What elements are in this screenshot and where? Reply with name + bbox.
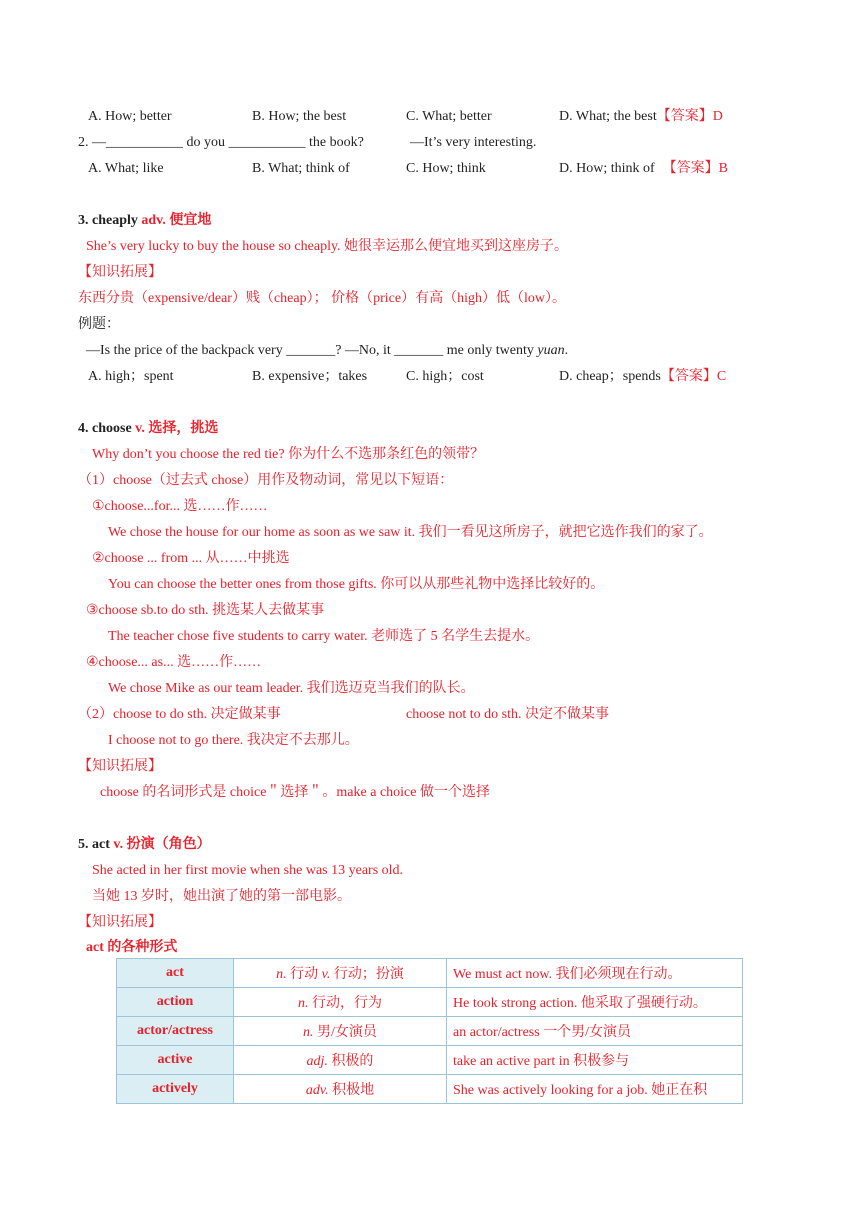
s5-example-cn: 当她 13 岁时，她出演了她的第一部电影。: [92, 889, 351, 904]
table-row: [117, 1017, 743, 1046]
s4-phrase-3-example: The teacher chose five students to carry water. 老师选了 5 名学生去提水。: [108, 629, 540, 644]
s4-heading: 4. choose v. 选择，挑选: [78, 421, 219, 436]
table-row: [117, 959, 743, 988]
example-cell: She was actively looking for a job. 她正在积: [447, 1075, 743, 1104]
s4-phrase-2-example: You can choose the better ones from those gifts. 你可以从那些礼物中选择比较好的。: [108, 577, 605, 592]
q1-option-a: A. How; better: [88, 109, 172, 124]
s4-phrase-3: ③choose sb.to do sth. 挑选某人去做某事: [86, 603, 325, 618]
s5-heading: 5. act v. 扮演（角色）: [78, 837, 211, 852]
s4-ext-label: 【知识拓展】: [78, 759, 162, 774]
s4-phrase-2: ②choose ... from ... 从……中挑选: [92, 551, 290, 566]
q1-option-b: B. How; the best: [252, 109, 347, 124]
pos-cell: adv. 积极地: [234, 1075, 447, 1104]
s3-option-a: A. high；spent: [88, 369, 174, 384]
table-row: [117, 1046, 743, 1075]
s4-ext-text: choose 的名词形式是 choice＂选择＂。make a choice 做一个选择: [100, 785, 490, 800]
q2-stem: 2. —___________ do you ___________ the book?: [78, 135, 364, 150]
pos-cell: n. 行动 v. 行动；扮演: [234, 959, 447, 988]
q1-answer: 【答案】D: [656, 109, 723, 124]
s3-heading: 3. cheaply adv. 便宜地: [78, 213, 212, 228]
q1-option-d: D. What; the best【答案】D: [559, 109, 723, 124]
table-row: [117, 1075, 743, 1104]
q1-option-c: C. What; better: [406, 109, 492, 124]
s5-ext-label: 【知识拓展】: [78, 915, 162, 930]
pos-cell: adj. 积极的: [234, 1046, 447, 1075]
example-cell: We must act now. 我们必须现在行动。: [447, 959, 743, 988]
s4-phrase-4: ④choose... as... 选……作……: [86, 655, 262, 670]
word-cell: action: [117, 988, 234, 1017]
pos-cell: n. 男/女演员: [234, 1017, 447, 1046]
s4-phrase-4-example: We chose Mike as our team leader. 我们选迈克当我们的队长。: [108, 681, 475, 696]
s3-ext-label: 【知识拓展】: [78, 265, 162, 280]
q2-reply: —It’s very interesting.: [410, 135, 537, 150]
word-cell: act: [117, 959, 234, 988]
s3-option-d: D. cheap；spends【答案】C: [559, 369, 727, 384]
s3-answer: 【答案】C: [660, 369, 727, 384]
s3-option-c: C. high；cost: [406, 369, 484, 384]
act-forms-table: [116, 958, 743, 1104]
word-cell: actively: [117, 1075, 234, 1104]
q2-answer: 【答案】B: [662, 161, 729, 176]
s4-note1: （1）choose（过去式 chose）用作及物动词，常见以下短语：: [78, 473, 454, 488]
q2-option-a: A. What; like: [88, 161, 164, 176]
s4-note2b: choose not to do sth. 决定不做某事: [406, 707, 609, 722]
s4-note2a: （2）choose to do sth. 决定做某事: [78, 707, 281, 722]
table-row: [117, 988, 743, 1017]
s3-example: She’s very lucky to buy the house so cheaply. 她很幸运那么便宜地买到这座房子。: [86, 239, 569, 254]
word-cell: active: [117, 1046, 234, 1075]
pos-cell: n. 行动，行为: [234, 988, 447, 1017]
s3-example-label: 例题：: [78, 317, 120, 332]
s5-example-en: She acted in her first movie when she was 13 years old.: [92, 863, 404, 878]
example-cell: He took strong action. 他采取了强硬行动。: [447, 988, 743, 1017]
s3-ext-text: 东西分贵（expensive/dear）贱（cheap）； 价格（price）有高（high）低（low）。: [78, 291, 566, 306]
q2-option-c: C. How; think: [406, 161, 486, 176]
s4-phrase-1: ①choose...for... 选……作……: [92, 499, 268, 514]
s4-note2-example: I choose not to go there. 我决定不去那儿。: [108, 733, 359, 748]
word-cell: actor/actress: [117, 1017, 234, 1046]
s3-option-b: B. expensive；takes: [252, 369, 368, 384]
s3-question: —Is the price of the backpack very _______? —No, it _______ me only twenty yuan.: [86, 343, 569, 358]
s4-example: Why don’t you choose the red tie? 你为什么不选那条红色的领带？: [92, 447, 485, 462]
q2-option-d: D. How; think of 【答案】B: [559, 161, 729, 176]
s4-phrase-1-example: We chose the house for our home as soon as we saw it. 我们一看见这所房子，就把它选作我们的家了。: [108, 525, 713, 540]
example-cell: an actor/actress 一个男/女演员: [447, 1017, 743, 1046]
s5-table-title: act 的各种形式: [86, 940, 178, 955]
example-cell: take an active part in 积极参与: [447, 1046, 743, 1075]
q2-option-b: B. What; think of: [252, 161, 350, 176]
